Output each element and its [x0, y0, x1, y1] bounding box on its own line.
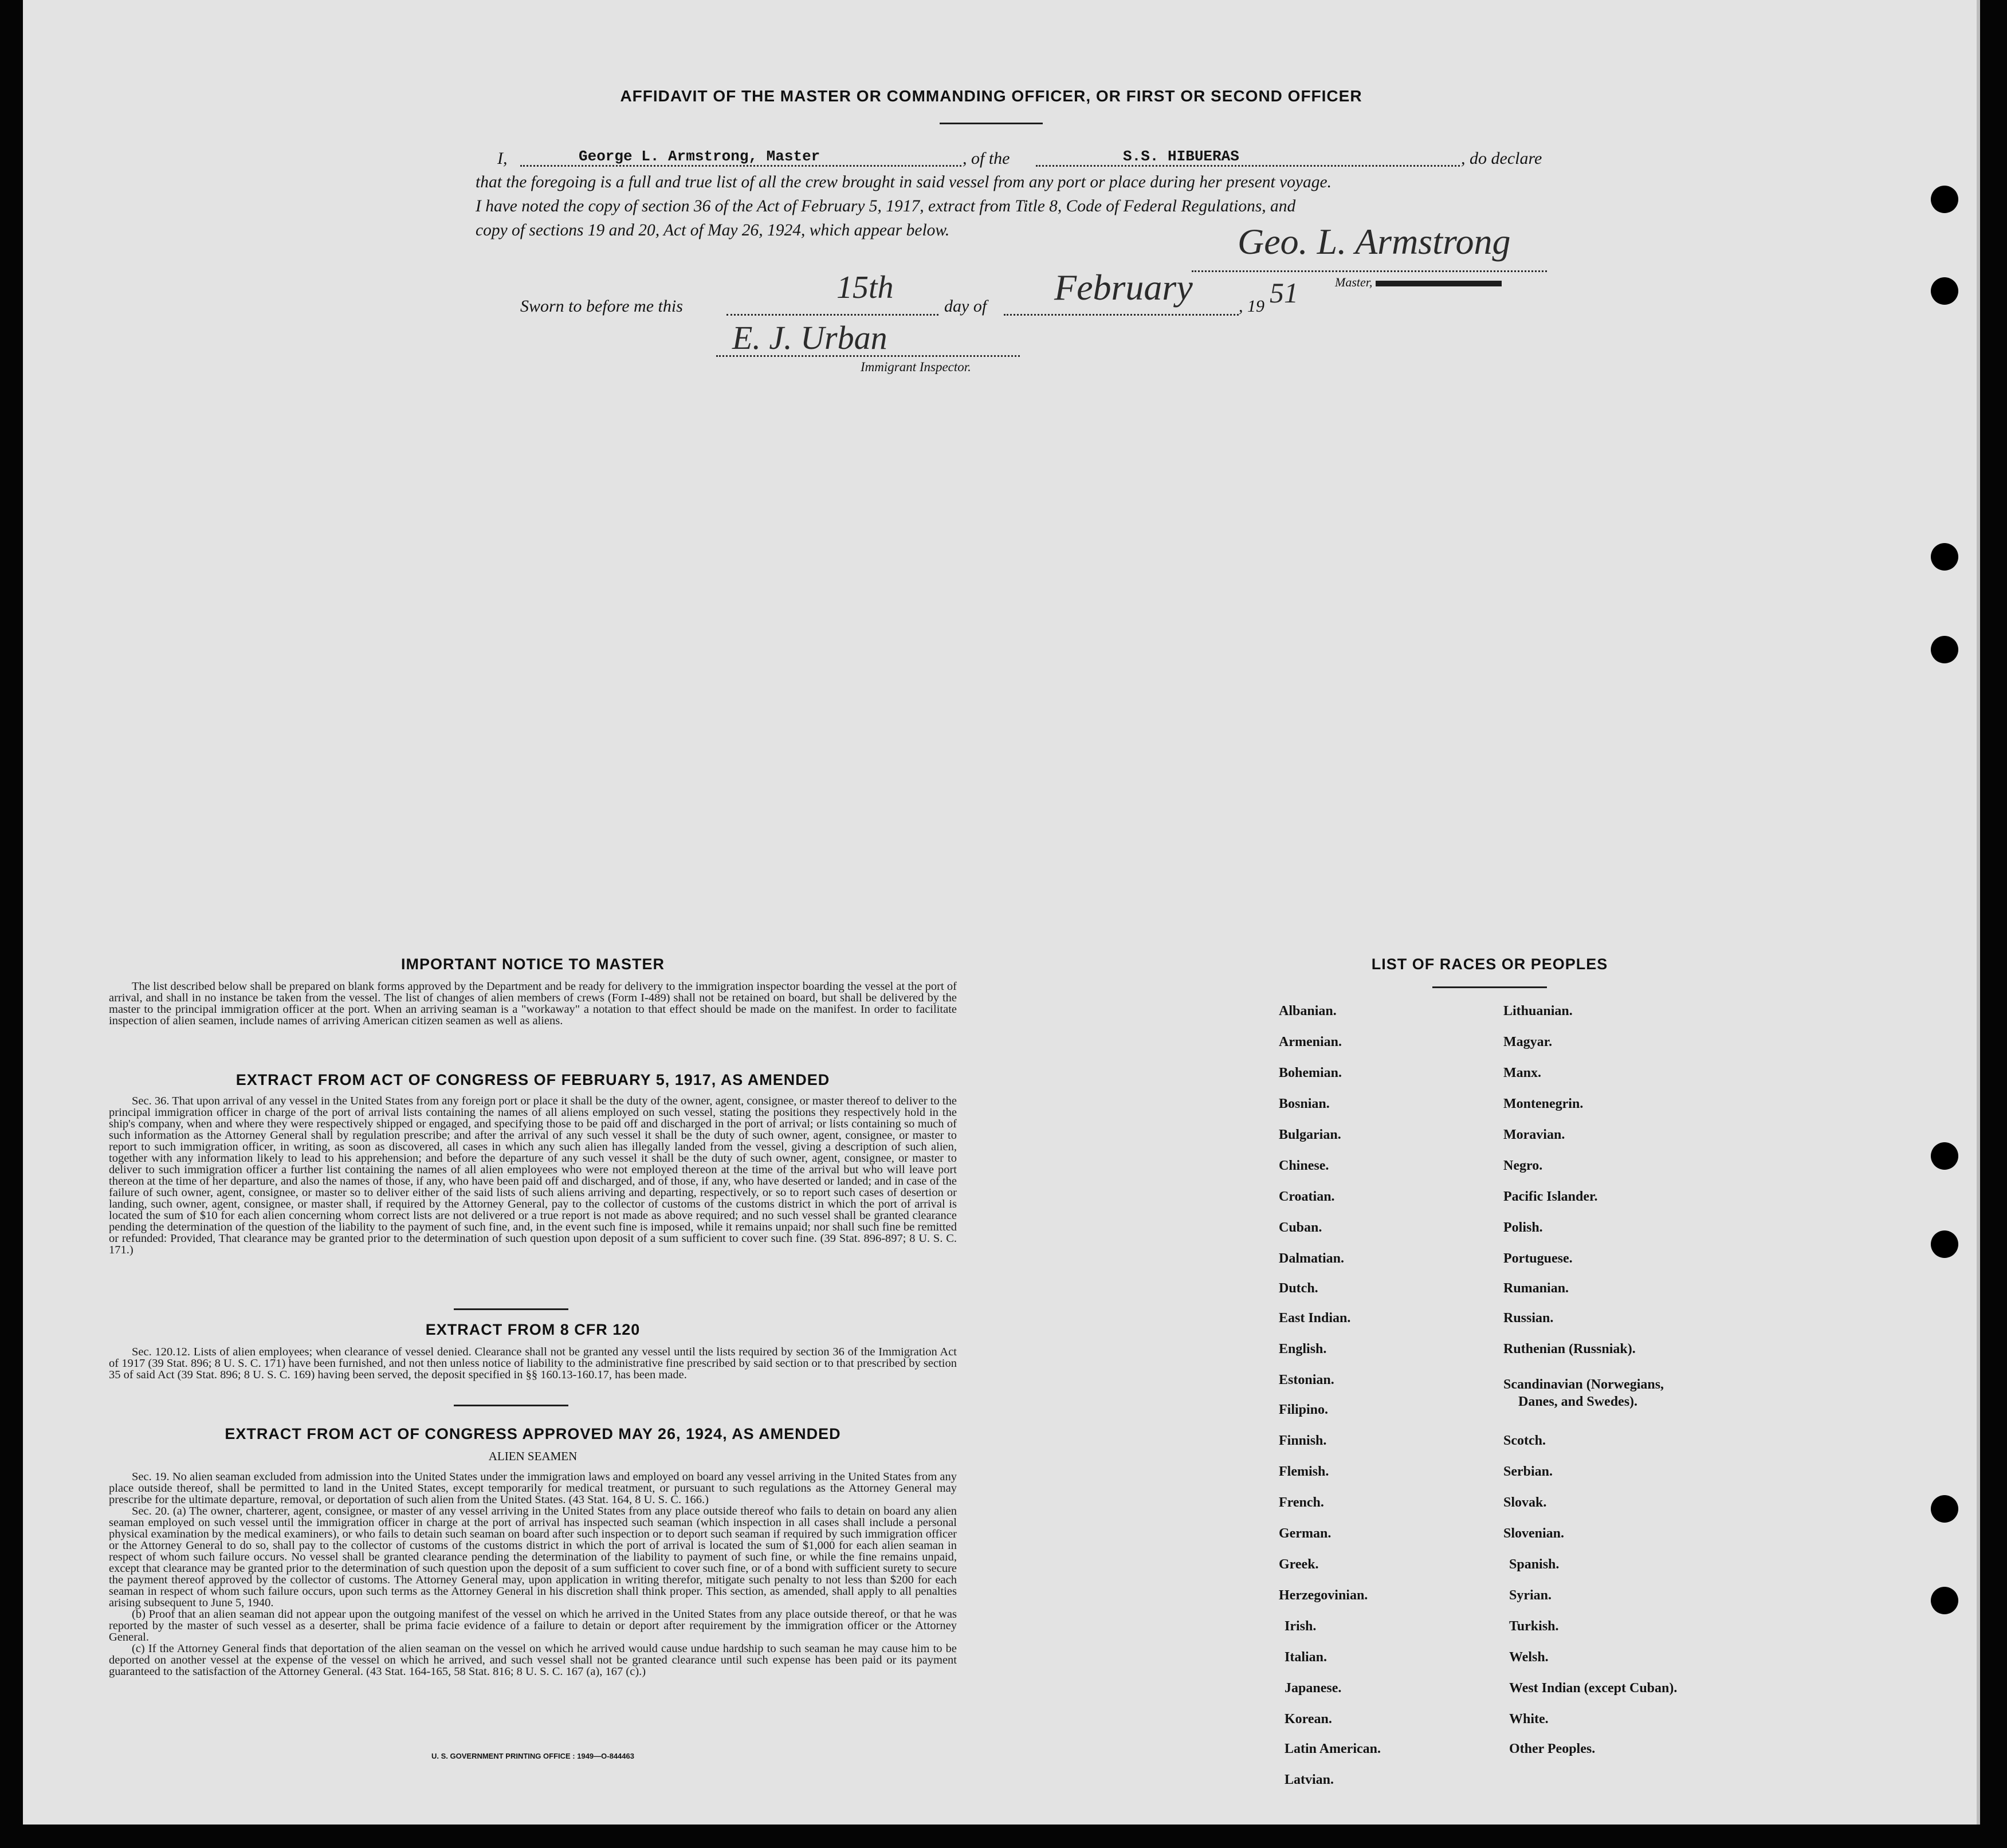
sworn-month-line [1004, 314, 1239, 316]
section-rule [454, 1308, 568, 1310]
race-item: Filipino. [1279, 1402, 1329, 1417]
inspector-label: Immigrant Inspector. [861, 360, 971, 374]
vessel-name: S.S. HIBUERAS [1123, 148, 1239, 165]
race-item: East Indian. [1279, 1311, 1351, 1326]
race-item: Portuguese. [1503, 1251, 1573, 1266]
race-item: Cuban. [1279, 1220, 1322, 1235]
sec-20c-text: (c) If the Attorney General finds that deportation of the alien seaman on the vessel on which he arrived would cause undue hardship to such seaman he may cause him to be deported on another vessel at the expense of the vessel on which he arrived, and such vessel shall not be granted clearance until such expense has been paid or its payment guaranteed to the satisfaction of the Attorney General. (43 Stat. 164-165, 58 Stat. 816; 8 U. S. C. 167 (a), 167 (c).) [109, 1642, 957, 1678]
master-label [1335, 275, 1502, 290]
race-item: Armenian. [1279, 1035, 1342, 1049]
document-page [23, 0, 1980, 1825]
affidavit-line-2: that the foregoing is a full and true list of all the crew brought in said vessel from any port or place during her present voyage. [476, 173, 1332, 191]
vessel-name-line [1036, 165, 1460, 167]
race-item: Ruthenian (Russniak). [1503, 1342, 1636, 1356]
race-item: Serbian. [1503, 1464, 1553, 1479]
race-item: Manx. [1503, 1065, 1541, 1080]
race-item: Scotch. [1503, 1433, 1546, 1448]
race-item: Flemish. [1279, 1464, 1329, 1479]
race-item: Bulgarian. [1279, 1127, 1341, 1142]
race-item: Polish. [1503, 1220, 1543, 1235]
extract-1924-body [109, 1471, 957, 1677]
race-item: Slovenian. [1503, 1526, 1565, 1541]
race-item: Chinese. [1279, 1158, 1329, 1173]
punch-hole [1931, 277, 1958, 305]
extract-1924-title: EXTRACT FROM ACT OF CONGRESS APPROVED MAY 26, 1924, AS AMENDED [225, 1425, 841, 1442]
race-item: Other Peoples. [1509, 1741, 1596, 1756]
race-item: Bohemian. [1279, 1065, 1342, 1080]
race-item: Herzegovinian. [1279, 1588, 1368, 1603]
race-item: White. [1509, 1712, 1549, 1727]
affidavit-line-3: I have noted the copy of section 36 of the Act of February 5, 1917, extract from Title 8, Code of Federal Regulations, and [476, 197, 1296, 215]
sec-19-text: Sec. 19. No alien seaman excluded from admission into the United States under the immigration laws and employed on board any vessel arriving in the United States from any place outside thereof, shall be permitted to land in the United States, except temporarily for medical treatment, or pursuant to such regulations as the Attorney General may prescribe for the ultimate departure, removal, or deportation of such alien from the United States. (43 Stat. 164, 8 U. S. C. 166.) [109, 1470, 957, 1506]
race-item: Korean. [1285, 1712, 1332, 1727]
sworn-day: 15th [836, 270, 894, 305]
race-item: Pacific Islander. [1503, 1189, 1598, 1204]
extract-cfr-title: EXTRACT FROM 8 CFR 120 [425, 1321, 641, 1338]
race-item: Japanese. [1285, 1681, 1342, 1696]
race-item: Greek. [1279, 1557, 1319, 1572]
punch-hole [1931, 1142, 1958, 1170]
do-declare-label: , do declare [1461, 149, 1542, 168]
title-rule [940, 123, 1043, 124]
race-item: Montenegrin. [1503, 1096, 1584, 1111]
race-item: Irish. [1285, 1619, 1317, 1634]
race-item: Italian. [1285, 1650, 1327, 1665]
punch-hole [1931, 186, 1958, 213]
race-item: Albanian. [1279, 1004, 1337, 1019]
extract-1924-subtitle: ALIEN SEAMEN [488, 1449, 578, 1463]
struck-text [1376, 281, 1502, 286]
race-item: Latvian. [1285, 1772, 1334, 1787]
inspector-signature: E. J. Urban [732, 319, 887, 356]
race-item: Croatian. [1279, 1189, 1335, 1204]
sec-20b-text: (b) Proof that an alien seaman did not appear upon the outgoing manifest of the vessel on which he arrived in the United States from any place outside thereof, or that he was reported by the master of such vessel as a deserter, shall be prima facie evidence of a failure to detain or deport after requirement by the immigration officer or the Attorney General. [109, 1608, 957, 1643]
extract-1917-title: EXTRACT FROM ACT OF CONGRESS OF FEBRUARY 5, 1917, AS AMENDED [235, 1071, 830, 1088]
race-item: Danes, and Swedes). [1518, 1394, 1638, 1409]
punch-hole [1931, 543, 1958, 571]
race-item: Estonian. [1279, 1373, 1334, 1387]
race-item: West Indian (except Cuban). [1509, 1681, 1678, 1696]
race-item: Negro. [1503, 1158, 1543, 1173]
day-of-label: day of [944, 297, 987, 316]
races-rule [1432, 986, 1547, 988]
race-item: Scandinavian (Norwegians, [1503, 1377, 1664, 1392]
race-item: Welsh. [1509, 1650, 1549, 1665]
race-item: Spanish. [1509, 1557, 1560, 1572]
race-item: German. [1279, 1526, 1332, 1541]
race-item: Dutch. [1279, 1281, 1318, 1296]
race-item: Bosnian. [1279, 1096, 1330, 1111]
race-item: English. [1279, 1342, 1327, 1356]
race-item: Russian. [1503, 1311, 1554, 1326]
affidavit-title: AFFIDAVIT OF THE MASTER OR COMMANDING OFFICER, OR FIRST OR SECOND OFFICER [620, 87, 1362, 105]
race-item: Syrian. [1509, 1588, 1552, 1603]
race-item: Moravian. [1503, 1127, 1565, 1142]
affidavit-intro: I, [497, 149, 508, 168]
master-name-line [520, 165, 961, 167]
race-item: Magyar. [1503, 1035, 1553, 1049]
race-item: Dalmatian. [1279, 1251, 1344, 1266]
race-item: Slovak. [1503, 1495, 1547, 1510]
sworn-year: 51 [1270, 277, 1298, 309]
sworn-label: Sworn to before me this [520, 297, 683, 316]
of-the-label: , of the [963, 149, 1010, 168]
section-rule [454, 1405, 568, 1406]
punch-hole [1931, 1495, 1958, 1523]
punch-hole [1931, 1230, 1958, 1258]
extract-1917-text: Sec. 36. That upon arrival of any vessel in the United States from any foreign port or place it shall be the duty of the owner, agent, consignee, or master thereof to deliver to the principal immigration officer in charge of the port of arrival lists containing the names of all aliens employed on such vessel, stating the positions they respectively hold in the ship's company, when and where they were respectively shipped or engaged, and specifying those to be paid off and discharged in the port of arrival; or lists containing so much of such information as the Attorney General shall by regulation prescribe; and after the arrival of any such vessel it shall be the duty of such owner, agent, consignee, or master to report to such immigration officer, in writing, as soon as discovered, all cases in which any such alien has illegally landed from the vessel, giving a description of such alien, together with any information likely to lead to his apprehension; and before the departure of any such vessel it shall be the duty of such owner, agent, consignee, or master to deliver to such immigration officer a further list containing the names of all alien employees who were not employed thereon at the time of the arrival but who will leave port thereon at the time of her departure, and also the names of those, if any, who have been paid off and discharged, and of those, if any, who have deserted or landed; and in case of the failure of such owner, agent, consignee, or master so to deliver either of the said lists of such aliens arriving and departing, respectively, or so to report such cases of desertion or landing, such owner, agent, consignee, or master shall, if required by the Attorney General, pay to the collector of customs of the customs district in which the port of arrival is located the sum of $10 for each alien concerning whom correct lists are not delivered or a true report is not made as above required; and no such vessel shall be granted clearance pending the determination of the question of the liability to the payment of such fine, and, in the event such fine is imposed, while it remains unpaid; nor shall such fine be remitted or refunded: Provided, That clearance may be granted prior to the determination of such question upon deposit of a sum sufficient to cover such fine. (39 Stat. 896-897; 8 U. S. C. 171.) [109, 1095, 957, 1256]
race-item: Turkish. [1509, 1619, 1559, 1634]
notice-title: IMPORTANT NOTICE TO MASTER [401, 956, 665, 973]
races-title: LIST OF RACES OR PEOPLES [1371, 956, 1608, 973]
race-item: Lithuanian. [1503, 1004, 1573, 1019]
affidavit-line-4: copy of sections 19 and 20, Act of May 26, 1924, which appear below. [476, 221, 950, 239]
race-item: Latin American. [1285, 1741, 1381, 1756]
race-item: French. [1279, 1495, 1324, 1510]
master-name: George L. Armstrong, Master [579, 148, 820, 165]
sworn-month: February [1054, 267, 1193, 308]
master-label-text: Master, [1335, 275, 1373, 289]
master-signature: Geo. L. Armstrong [1238, 221, 1511, 262]
sworn-day-line [726, 314, 938, 316]
sec-20a-text: Sec. 20. (a) The owner, charterer, agent, consignee, or master of any vessel arriving in the United States from any place outside thereof who fails to detain on board any alien seaman employed on such vessel until the immigration officer in charge at the port of arrival has inspected such seaman (which inspection in all cases shall include a personal physical examination by the medical examiners), or who fails to detain such seaman on board after such inspection or to deport such seaman if required by such immigration officer or the Attorney General to do so, shall pay to the collector of customs of the customs district in which the port of arrival is located the sum of $1,000 for each alien seaman in respect of whom such failure occurs. No vessel shall be granted clearance pending the determination of the liability to payment of such fine, or while the fine remains unpaid, except that clearance may be granted prior to the determination of such question upon the deposit of a sum sufficient to cover such fine, or of a bond with sufficient surety to secure the payment thereof approved by the collector of customs. The Attorney General may, upon application in writing therefor, mitigate such penalty to not less than $200 for each seaman in respect of whom such failure occurs, upon such terms as the Attorney General in his discretion shall think proper. This section, as amended, shall apply to all penalties arising subsequent to June 5, 1940. [109, 1505, 957, 1609]
extract-cfr-text: Sec. 120.12. Lists of alien employees; when clearance of vessel denied. Clearance shall not be granted any vessel until the lists required by section 36 of the Immigration Act of 1917 (39 Stat. 896; 8 U. S. C. 171) have been furnished, and not then unless notice of liability to the administrative fine prescribed by said section or to that prescribed by section 35 of said Act (39 Stat. 896; 8 U. S. C. 169) having been served, the deposit specified in §§ 160.13-160.17, has been made. [109, 1346, 957, 1381]
race-item: Finnish. [1279, 1433, 1327, 1448]
punch-hole [1931, 636, 1958, 663]
printer-footer: U. S. GOVERNMENT PRINTING OFFICE : 1949—O-844463 [431, 1752, 634, 1760]
race-item: Rumanian. [1503, 1281, 1569, 1296]
notice-text: The list described below shall be prepared on blank forms approved by the Department and be ready for delivery to the immigration inspector boarding the vessel at the port of arrival, and shall in no instance be taken from the vessel. The list of changes of alien members of crews (Form I-489) shall not be retained on board, but shall be delivered by the master to the principal immigration officer at the port. When an arriving seaman is a "workaway" a notation to that effect should be made on the manifest. In order to facilitate inspection of alien seamen, include names of arriving American citizen seamen as well as aliens. [109, 980, 957, 1027]
year-prefix: , 19 [1239, 297, 1264, 316]
punch-hole [1931, 1587, 1958, 1614]
master-signature-line [1192, 270, 1547, 272]
